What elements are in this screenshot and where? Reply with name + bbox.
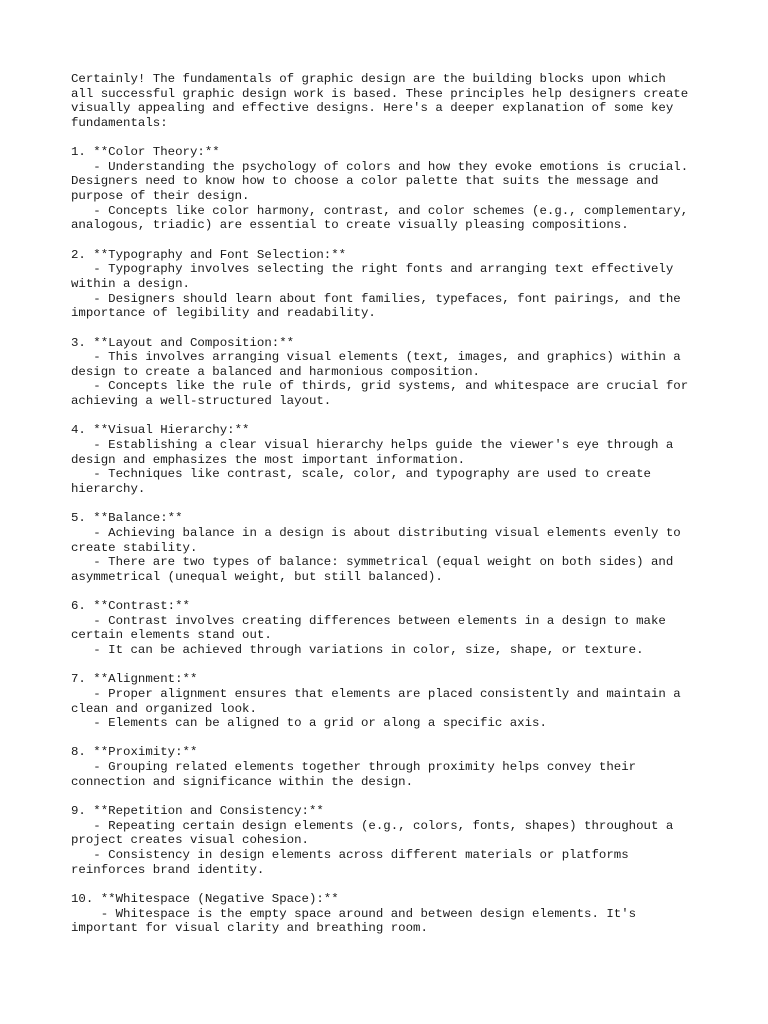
section-line: - Repeating certain design elements (e.g., colors, fonts, shapes) throughout a bbox=[71, 818, 674, 833]
section-line: - Establishing a clear visual hierarchy helps guide the viewer's eye through a bbox=[71, 438, 674, 453]
section-line: purpose of their design. bbox=[71, 189, 250, 204]
section-heading: 3. **Layout and Composition:** bbox=[71, 335, 295, 350]
section-line: - Consistency in design elements across different materials or platforms bbox=[71, 847, 629, 862]
section-line: design to create a balanced and harmonious composition. bbox=[71, 364, 480, 379]
section-layout bbox=[71, 336, 711, 409]
section-line: - Achieving balance in a design is about distributing visual elements evenly to bbox=[71, 525, 681, 540]
section-line: important for visual clarity and breathing room. bbox=[71, 921, 428, 936]
section-line: Designers need to know how to choose a color palette that suits the message and bbox=[71, 174, 659, 189]
section-line: asymmetrical (unequal weight, but still balanced). bbox=[71, 569, 443, 584]
paragraph-gap bbox=[71, 877, 711, 892]
intro-line: fundamentals: bbox=[71, 115, 168, 130]
intro-paragraph bbox=[71, 72, 711, 131]
section-heading: 5. **Balance:** bbox=[71, 511, 183, 526]
section-line: - Whitespace is the empty space around and between design elements. It's bbox=[71, 906, 637, 921]
section-heading: 7. **Alignment:** bbox=[71, 672, 198, 687]
section-line: - Concepts like color harmony, contrast, and color schemes (e.g., complementary, bbox=[71, 203, 689, 218]
section-heading: 1. **Color Theory:** bbox=[71, 145, 220, 160]
section-balance bbox=[71, 511, 711, 584]
section-line: - Grouping related elements together through proximity helps convey their bbox=[71, 760, 637, 775]
section-line: reinforces brand identity. bbox=[71, 862, 265, 877]
section-typography bbox=[71, 248, 711, 321]
section-heading: 2. **Typography and Font Selection:** bbox=[71, 247, 347, 262]
paragraph-gap bbox=[71, 409, 711, 424]
section-line: - Contrast involves creating differences between elements in a design to make bbox=[71, 613, 666, 628]
paragraph-gap bbox=[71, 658, 711, 673]
paragraph-gap bbox=[71, 233, 711, 248]
section-line: - Concepts like the rule of thirds, grid systems, and whitespace are crucial for bbox=[71, 379, 689, 394]
section-color-theory bbox=[71, 145, 711, 233]
paragraph-gap bbox=[71, 584, 711, 599]
section-line: - Understanding the psychology of colors and how they evoke emotions is crucial. bbox=[71, 159, 689, 174]
section-line: project creates visual cohesion. bbox=[71, 833, 309, 848]
section-line: - Designers should learn about font families, typefaces, font pairings, and the bbox=[71, 291, 681, 306]
intro-line: all successful graphic design work is based. These principles help designers create bbox=[71, 86, 689, 101]
section-line: clean and organized look. bbox=[71, 701, 257, 716]
section-heading: 4. **Visual Hierarchy:** bbox=[71, 423, 250, 438]
section-proximity bbox=[71, 745, 711, 789]
section-line: importance of legibility and readability. bbox=[71, 306, 376, 321]
section-line: - Typography involves selecting the right fonts and arranging text effectively bbox=[71, 262, 674, 277]
section-line: design and emphasizes the most important information. bbox=[71, 452, 466, 467]
paragraph-gap bbox=[71, 497, 711, 512]
section-line: hierarchy. bbox=[71, 481, 146, 496]
section-repetition bbox=[71, 804, 711, 877]
intro-line: visually appealing and effective designs. Here's a deeper explanation of some key bbox=[71, 101, 674, 116]
section-line: - It can be achieved through variations in color, size, shape, or texture. bbox=[71, 642, 644, 657]
section-line: within a design. bbox=[71, 276, 190, 291]
section-heading: 9. **Repetition and Consistency:** bbox=[71, 804, 324, 819]
section-line: analogous, triadic) are essential to create visually pleasing compositions. bbox=[71, 218, 629, 233]
section-line: - Proper alignment ensures that elements are placed consistently and maintain a bbox=[71, 686, 681, 701]
section-line: - Techniques like contrast, scale, color, and typography are used to create bbox=[71, 467, 651, 482]
section-alignment bbox=[71, 672, 711, 731]
section-line: certain elements stand out. bbox=[71, 628, 272, 643]
section-heading: 10. **Whitespace (Negative Space):** bbox=[71, 891, 339, 906]
paragraph-gap bbox=[71, 789, 711, 804]
section-visual-hierarchy bbox=[71, 423, 711, 496]
section-line: create stability. bbox=[71, 540, 198, 555]
paragraph-gap bbox=[71, 731, 711, 746]
section-heading: 6. **Contrast:** bbox=[71, 599, 190, 614]
section-line: - Elements can be aligned to a grid or along a specific axis. bbox=[71, 716, 547, 731]
section-whitespace bbox=[71, 892, 711, 936]
document-page bbox=[71, 72, 711, 936]
intro-line: Certainly! The fundamentals of graphic design are the building blocks upon which bbox=[71, 72, 666, 86]
paragraph-gap bbox=[71, 321, 711, 336]
section-heading: 8. **Proximity:** bbox=[71, 745, 198, 760]
section-line: achieving a well-structured layout. bbox=[71, 394, 332, 409]
section-line: connection and significance within the design. bbox=[71, 774, 414, 789]
section-line: - This involves arranging visual elements (text, images, and graphics) within a bbox=[71, 350, 681, 365]
section-contrast bbox=[71, 599, 711, 658]
paragraph-gap bbox=[71, 131, 711, 146]
section-line: - There are two types of balance: symmetrical (equal weight on both sides) and bbox=[71, 555, 674, 570]
